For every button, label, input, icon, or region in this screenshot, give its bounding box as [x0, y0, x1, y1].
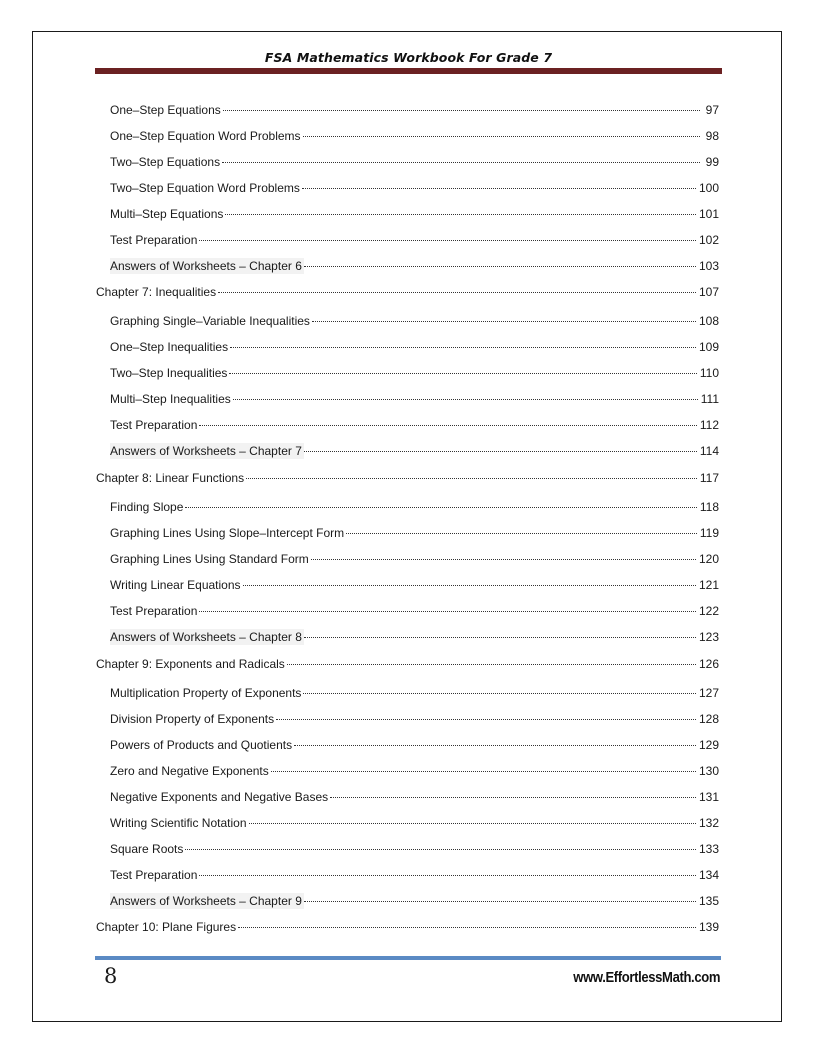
toc-chapter-entry: [96, 466, 719, 485]
toc-entry: [110, 811, 719, 830]
toc-page-number: 118: [699, 500, 719, 514]
toc-entry: [110, 837, 719, 856]
toc-page-number: 110: [699, 366, 719, 380]
toc-page-number: 122: [698, 604, 719, 618]
dot-leader: [304, 625, 698, 641]
toc-entry-title: One–Step Equation Word Problems: [110, 129, 301, 143]
toc-entry-title: Answers of Worksheets – Chapter 9: [110, 894, 302, 908]
toc-entry-title: Chapter 8: Linear Functions: [96, 471, 245, 485]
toc-entry: [110, 495, 719, 514]
dot-leader: [312, 309, 698, 325]
toc-entry-title: Multi–Step Inequalities: [110, 392, 231, 406]
toc-entry-title: Writing Linear Equations: [110, 578, 241, 592]
toc-entry: [110, 124, 719, 143]
dot-leader: [199, 863, 698, 879]
toc-page-number: 100: [698, 181, 719, 195]
toc-entry-title: Chapter 10: Plane Figures: [96, 920, 237, 934]
dot-leader: [303, 681, 698, 697]
toc-page-number: 101: [698, 207, 719, 221]
dot-leader: [223, 98, 702, 114]
toc-page-number: 108: [698, 314, 719, 328]
toc-entry-title: Test Preparation: [110, 868, 198, 882]
toc-entry-title: Test Preparation: [110, 418, 198, 432]
toc-entry: [110, 547, 719, 566]
toc-entry-title: Answers of Worksheets – Chapter 7: [110, 444, 302, 458]
toc-entry-title: Division Property of Exponents: [110, 712, 275, 726]
toc-entry: [110, 309, 719, 328]
toc-page-number: 117: [699, 471, 719, 485]
toc-entry-title: Answers of Worksheets – Chapter 8: [110, 630, 302, 644]
toc-entry-title: Graphing Lines Using Slope–Intercept Form: [110, 526, 345, 540]
toc-entry-title: Finding Slope: [110, 500, 184, 514]
toc-entry-title: Powers of Products and Quotients: [110, 738, 293, 752]
dot-leader: [199, 599, 698, 615]
toc-entry-title: Two–Step Inequalities: [110, 366, 228, 380]
toc-entry-title: Multiplication Property of Exponents: [110, 686, 302, 700]
toc-page-number: 119: [699, 526, 719, 540]
dot-leader: [304, 254, 698, 270]
toc-entry-title: Test Preparation: [110, 604, 198, 618]
toc-page-number: 103: [698, 259, 719, 273]
dot-leader: [185, 837, 698, 853]
dot-leader: [243, 573, 698, 589]
toc-chapter-entry: [96, 915, 719, 934]
dot-leader: [185, 495, 698, 511]
dot-leader: [346, 521, 699, 537]
toc-entry: [110, 625, 719, 644]
dot-leader: [230, 335, 698, 351]
dot-leader: [302, 176, 698, 192]
toc-page-number: 111: [700, 392, 719, 406]
toc-entry: [110, 599, 719, 618]
toc-page-number: 120: [698, 552, 719, 566]
toc-entry: [110, 889, 719, 908]
toc-chapter-entry: [96, 652, 719, 671]
toc-entry-title: Chapter 7: Inequalities: [96, 285, 217, 299]
toc-entry-title: Writing Scientific Notation: [110, 816, 247, 830]
toc-entry: [110, 228, 719, 247]
toc-entry: [110, 387, 719, 406]
running-header-title: FSA Mathematics Workbook For Grade 7: [264, 50, 553, 65]
toc-entry: [110, 573, 719, 592]
dot-leader: [238, 915, 698, 931]
toc-page-number: 98: [705, 129, 719, 143]
toc-page-number: 99: [705, 155, 719, 169]
toc-entry: [110, 785, 719, 804]
toc-entry-title: Multi–Step Equations: [110, 207, 224, 221]
toc-page-number: 135: [698, 894, 719, 908]
footer-rule: [95, 956, 721, 960]
toc-entry: [110, 413, 719, 432]
toc-entry-title: Chapter 9: Exponents and Radicals: [96, 657, 285, 671]
toc-entry: [110, 707, 719, 726]
page-number: 8: [104, 964, 118, 988]
toc-page-number: 139: [698, 920, 719, 934]
dot-leader: [304, 439, 699, 455]
dot-leader: [304, 889, 698, 905]
toc-entry-title: Graphing Single–Variable Inequalities: [110, 314, 310, 328]
toc-entry: [110, 863, 719, 882]
dot-leader: [222, 150, 702, 166]
toc-page-number: 121: [698, 578, 719, 592]
toc-page-number: 109: [698, 340, 719, 354]
toc-entry: [110, 733, 719, 752]
toc-page-number: 123: [698, 630, 719, 644]
toc-page-number: 128: [698, 712, 719, 726]
toc-page-number: 127: [698, 686, 719, 700]
toc-page-number: 131: [698, 790, 719, 804]
toc-page-number: 130: [698, 764, 719, 778]
toc-chapter-entry: [96, 280, 719, 299]
toc-page-number: 132: [698, 816, 719, 830]
toc-entry-title: Zero and Negative Exponents: [110, 764, 269, 778]
toc-entry: [110, 254, 719, 273]
toc-page-number: 102: [698, 233, 719, 247]
dot-leader: [229, 361, 698, 377]
dot-leader: [276, 707, 698, 723]
toc-page-number: 97: [705, 103, 719, 117]
dot-leader: [218, 280, 698, 296]
toc-entry: [110, 759, 719, 778]
dot-leader: [233, 387, 700, 403]
toc-entry: [110, 335, 719, 354]
toc-page-number: 129: [698, 738, 719, 752]
toc-entry: [110, 150, 719, 169]
dot-leader: [271, 759, 698, 775]
toc-page-number: 133: [698, 842, 719, 856]
toc-entry: [110, 681, 719, 700]
toc-entry-title: Negative Exponents and Negative Bases: [110, 790, 329, 804]
toc-entry: [110, 98, 719, 117]
dot-leader: [225, 202, 698, 218]
toc-entry-title: One–Step Inequalities: [110, 340, 229, 354]
toc-page-number: 134: [698, 868, 719, 882]
toc-entry-title: One–Step Equations: [110, 103, 221, 117]
toc-entry: [110, 176, 719, 195]
toc-entry: [110, 361, 719, 380]
dot-leader: [311, 547, 698, 563]
toc-entry-title: Answers of Worksheets – Chapter 6: [110, 259, 302, 273]
toc-page-number: 107: [698, 285, 719, 299]
toc-entry-title: Two–Step Equations: [110, 155, 221, 169]
toc-entry: [110, 439, 719, 458]
toc-entry-title: Graphing Lines Using Standard Form: [110, 552, 309, 566]
dot-leader: [249, 811, 698, 827]
toc-page-number: 112: [699, 418, 719, 432]
dot-leader: [294, 733, 698, 749]
website-url: www.EffortlessMath.com: [573, 970, 720, 986]
dot-leader: [303, 124, 702, 140]
dot-leader: [287, 652, 698, 668]
dot-leader: [199, 413, 698, 429]
toc-entry-title: Two–Step Equation Word Problems: [110, 181, 300, 195]
toc-entry: [110, 521, 719, 540]
toc-page-number: 114: [699, 444, 719, 458]
toc-entry-title: Test Preparation: [110, 233, 198, 247]
toc-entry: [110, 202, 719, 221]
toc-entry-title: Square Roots: [110, 842, 184, 856]
dot-leader: [330, 785, 698, 801]
toc-page-number: 126: [698, 657, 719, 671]
dot-leader: [199, 228, 698, 244]
dot-leader: [246, 466, 699, 482]
